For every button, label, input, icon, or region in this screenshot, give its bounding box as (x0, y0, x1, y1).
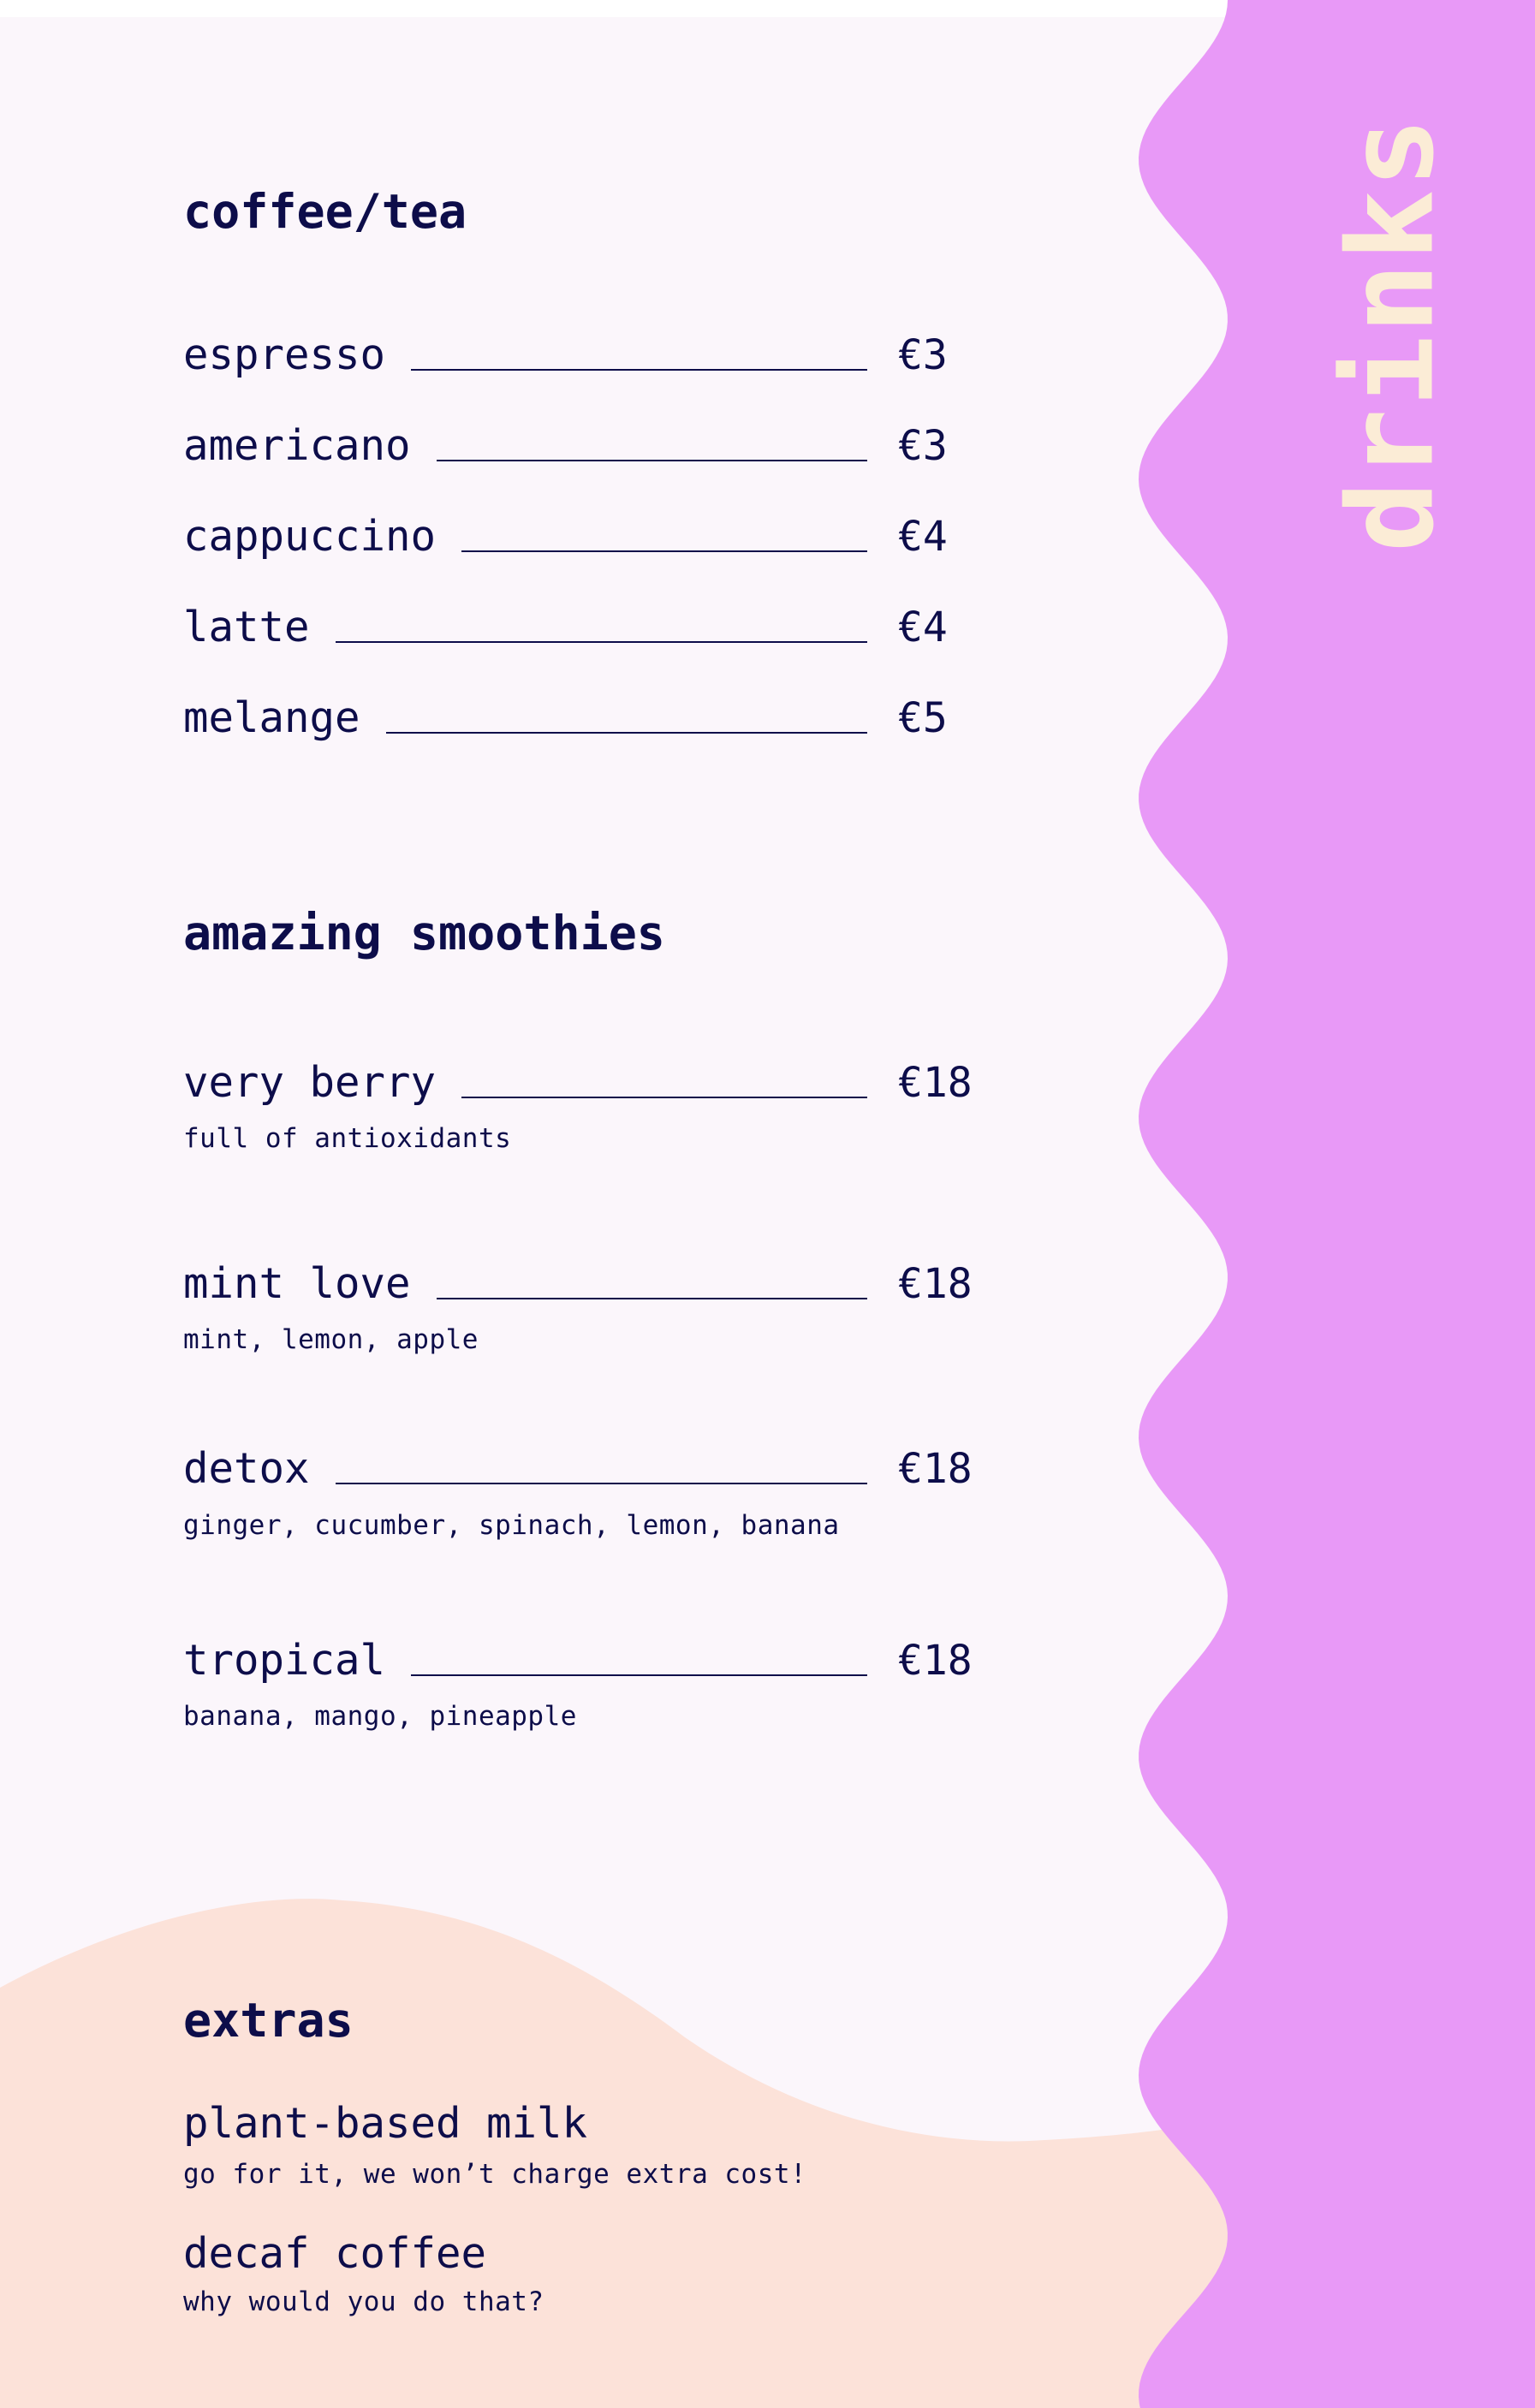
section-title-extras: extras (183, 1993, 354, 2048)
item-description: mint, lemon, apple (183, 1324, 479, 1355)
item-name: espresso (183, 330, 386, 379)
leader-line (437, 458, 867, 461)
item-price: €18 (898, 1059, 973, 1107)
item-price: €3 (898, 422, 948, 470)
item-name: melange (183, 693, 360, 742)
leader-line (386, 730, 867, 734)
item-description: full of antioxidants (183, 1123, 512, 1154)
section-title-smoothies: amazing smoothies (183, 906, 665, 960)
section-title-coffee-tea: coffee/tea (183, 184, 467, 239)
menu-item-very-berry (183, 1058, 973, 1107)
menu-item-tropical (183, 1636, 973, 1685)
item-name: latte (183, 603, 310, 651)
menu-item-espresso (183, 330, 967, 379)
item-description: banana, mango, pineapple (183, 1701, 577, 1732)
item-price: €18 (898, 1260, 973, 1308)
item-name: mint love (183, 1259, 411, 1308)
extra-item-plant-based-milk: plant-based milk (183, 2099, 588, 2148)
leader-line (411, 1673, 867, 1676)
menu-item-latte (183, 603, 967, 651)
extra-item-decaf-coffee: decaf coffee (183, 2229, 487, 2278)
item-description: ginger, cucumber, spinach, lemon, banana (183, 1510, 840, 1541)
leader-line (437, 1296, 867, 1299)
item-price: €5 (898, 694, 948, 742)
menu-item-melange (183, 693, 967, 742)
item-name: tropical (183, 1636, 386, 1685)
menu-item-detox (183, 1444, 973, 1493)
leader-line (336, 639, 867, 643)
menu-item-americano (183, 421, 967, 470)
extra-item-description: go for it, we won’t charge extra cost! (183, 2159, 807, 2190)
leader-line (411, 367, 867, 371)
item-price: €18 (898, 1637, 973, 1685)
item-price: €3 (898, 331, 948, 379)
side-title: drinks (1322, 115, 1461, 553)
item-name: detox (183, 1444, 310, 1493)
item-price: €4 (898, 513, 948, 561)
menu-item-cappuccino (183, 512, 967, 561)
leader-line (461, 1095, 867, 1098)
item-name: americano (183, 421, 411, 470)
leader-line (336, 1481, 867, 1484)
item-name: cappuccino (183, 512, 437, 561)
item-price: €18 (898, 1445, 973, 1493)
extra-item-description: why would you do that? (183, 2286, 544, 2317)
peach-blob (0, 1899, 1241, 2408)
menu-item-mint-love (183, 1259, 973, 1308)
leader-line (461, 549, 867, 552)
item-price: €4 (898, 603, 948, 651)
item-name: very berry (183, 1058, 437, 1107)
